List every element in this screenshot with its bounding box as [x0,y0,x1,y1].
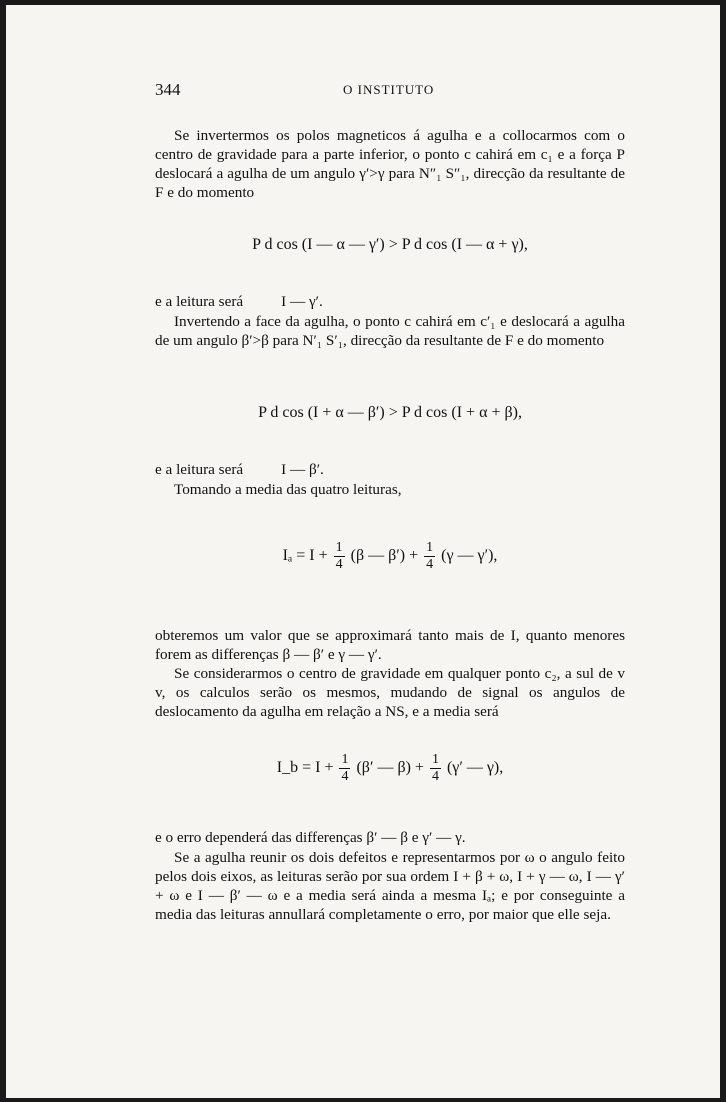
page-header [155,80,625,104]
reading-value-1: I — γ′. [281,293,323,310]
fraction: $\frac{1}{4}$ [335,540,343,572]
paragraph-5: Tomando a media das quatro leituras, [174,481,402,498]
paragraph-3: Invertendo a face da agulha, o ponto c cahirá em c′₁ e deslocará a agulha de um angulo β′>β para N′₁ S′₁, direcção da resultante de F e do momento [155,313,625,349]
equation-2: P d cos (I + α — β′) > P d cos (I + α + β), [258,404,522,421]
fraction: $\frac{1}{4}$ [426,540,434,572]
fraction: $\frac{1}{4}$ [341,752,349,784]
scan-edge-bottom [0,1098,726,1102]
paragraph-6: obteremos um valor que se approximará tanto mais de I, quanto menores forem as differenças β — β′ e γ — γ′. [155,627,625,663]
scan-edge-top [0,0,726,5]
paragraph-2: e a leitura será I — γ′. [155,293,323,310]
fraction: $\frac{1}{4}$ [431,752,439,784]
equation-4: I_b = I + $\frac{1}{4}$ (β′ — β) + $\frac{1}{4}$ (γ′ — γ), [276,752,504,784]
paragraph-7: Se considerarmos o centro de gravidade em qualquer ponto c₂, a sul de v v, os calculos serão os mesmos, mudando de signal os angulos de deslocamento da agulha em relação a NS, e a media será [155,665,625,720]
running-head: O INSTITUTO [343,82,435,97]
paragraph-9: Se a agulha reunir os dois defeitos e representarmos por ω o angulo feito pelos dois eixos, as leituras serão por sua ordem I + β + ω, I + γ — ω, I — γ′ + ω e I — β′ — ω e a media será ainda a mesma Iₐ; e por conseguinte a media das leituras annullará completamente o erro, por maior que elle seja. [155,849,625,923]
paragraph-8: e o erro dependerá das differenças β′ — β e γ′ — γ. [155,829,466,846]
page-number: 344 [155,80,181,99]
equation-1: P d cos (I — α — γ′) > P d cos (I — α + γ), [252,236,528,253]
scan-edge-right [720,0,726,1102]
paragraph-4: e a leitura será I — β′. [155,461,324,478]
equation-3: Iₐ = I + $\frac{1}{4}$ (β — β′) + $\frac{1}{4}$ (γ — γ′), [282,540,498,572]
reading-value-2: I — β′. [281,461,324,478]
paragraph-1: Se invertermos os polos magneticos á agulha e a collocarmos com o centro de gravidade para a parte inferior, o ponto c cahirá em c₁ e a força P deslocará a agulha de um angulo γ′>γ para N″₁ S″₁, direcção da resultante de F e do momento [155,127,625,201]
scan-edge-left [0,0,6,1102]
